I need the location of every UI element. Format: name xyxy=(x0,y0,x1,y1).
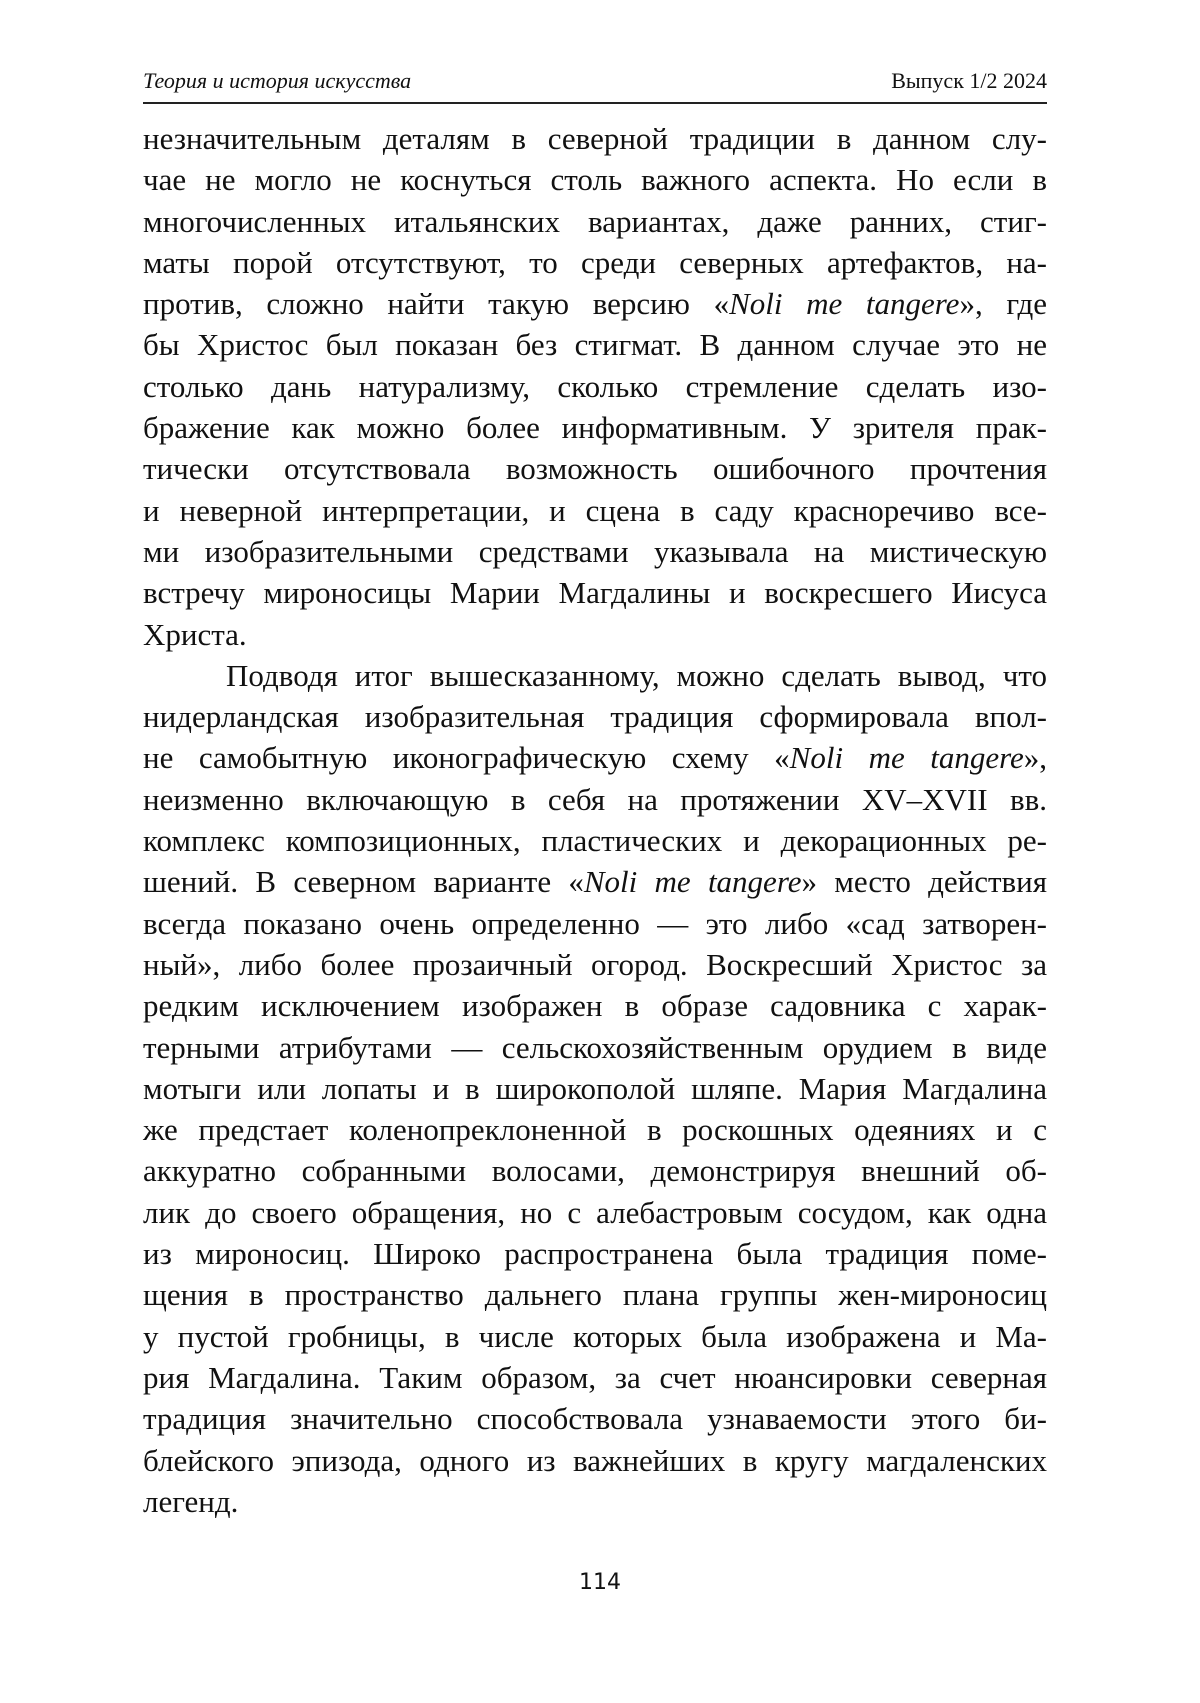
text-line xyxy=(143,1150,1047,1191)
paragraph-1 xyxy=(143,118,1047,655)
text-segment: многочисленных итальянских вариантах, даже ранних, стиг- xyxy=(143,204,1047,239)
text-segment: бы Христос был показан без стигмат. В данном случае это не xyxy=(143,327,1047,362)
text-line xyxy=(143,1316,1047,1357)
text-line xyxy=(143,1068,1047,1109)
text-line xyxy=(143,324,1047,365)
text-segment: », xyxy=(1024,740,1047,775)
text-line xyxy=(143,1192,1047,1233)
text-line xyxy=(143,1109,1047,1150)
text-line xyxy=(143,696,1047,737)
text-line xyxy=(143,366,1047,407)
text-segment: легенд. xyxy=(143,1484,238,1519)
text-line xyxy=(143,1233,1047,1274)
text-line xyxy=(143,614,1047,655)
text-segment: ный», либо более прозаичный огород. Воскресший Христос за xyxy=(143,947,1047,982)
text-segment: у пустой гробницы, в числе которых была изображена и Ма- xyxy=(143,1319,1047,1354)
text-segment: терными атрибутами — сельскохозяйственным орудием в виде xyxy=(143,1030,1047,1065)
text-line xyxy=(143,118,1047,159)
artwork-title: Noli me tangere xyxy=(790,740,1024,775)
text-segment: бражение как можно более информативным. У зрителя прак- xyxy=(143,410,1047,445)
text-segment: же предстает коленопреклоненной в роскошных одеяниях и с xyxy=(143,1112,1047,1147)
text-line xyxy=(143,242,1047,283)
text-segment: », где xyxy=(959,286,1047,321)
text-segment: » место действия xyxy=(802,864,1048,899)
text-segment: мотыги или лопаты и в широкополой шляпе. Мария Магдалина xyxy=(143,1071,1047,1106)
body-text xyxy=(143,118,1047,1522)
text-line xyxy=(143,903,1047,944)
text-line xyxy=(143,159,1047,200)
text-line xyxy=(143,1274,1047,1315)
text-segment: всегда показано очень определенно — это либо «сад затворен- xyxy=(143,906,1047,941)
journal-title: Теория и история искусства xyxy=(143,68,411,94)
text-segment: незначительным деталям в северной традиции в данном слу- xyxy=(143,121,1047,156)
text-line xyxy=(143,572,1047,613)
text-segment: лик до своего обращения, но с алебастровым сосудом, как одна xyxy=(143,1195,1047,1230)
text-line xyxy=(143,1398,1047,1439)
text-line xyxy=(143,655,1047,696)
text-segment: тически отсутствовала возможность ошибочного прочтения xyxy=(143,451,1047,486)
text-line xyxy=(143,407,1047,448)
text-line xyxy=(143,283,1047,324)
artwork-title: Noli me tangere xyxy=(584,864,802,899)
text-segment: из мироносиц. Широко распространена была традиция поме- xyxy=(143,1236,1047,1271)
text-segment: традиция значительно способствовала узнаваемости этого би- xyxy=(143,1401,1047,1436)
text-line xyxy=(143,1481,1047,1522)
text-segment: Подводя итог вышесказанному, можно сделать вывод, что xyxy=(226,658,1047,693)
issue-label: Выпуск 1/2 2024 xyxy=(891,68,1047,94)
text-segment: щения в пространство дальнего плана группы жен-мироносиц xyxy=(143,1277,1047,1312)
text-segment: ми изобразительными средствами указывала на мистическую xyxy=(143,534,1047,569)
text-segment: неизменно включающую в себя на протяжении XV–XVII вв. xyxy=(143,782,1047,817)
text-line xyxy=(143,944,1047,985)
text-segment: блейского эпизода, одного из важнейших в кругу магдаленских xyxy=(143,1443,1047,1478)
text-line xyxy=(143,985,1047,1026)
paragraph-2 xyxy=(143,655,1047,1522)
text-segment: маты порой отсутствуют, то среди северных артефактов, на- xyxy=(143,245,1047,280)
text-segment: и неверной интерпретации, и сцена в саду красноречиво все- xyxy=(143,493,1047,528)
text-segment: против, сложно найти такую версию « xyxy=(143,286,729,321)
text-segment: редким исключением изображен в образе садовника с харак- xyxy=(143,988,1047,1023)
page-number: 114 xyxy=(0,1570,1200,1596)
text-line xyxy=(143,820,1047,861)
running-header xyxy=(143,66,1047,104)
text-line xyxy=(143,1440,1047,1481)
text-line xyxy=(143,1027,1047,1068)
text-line xyxy=(143,531,1047,572)
text-segment: комплекс композиционных, пластических и декорационных ре- xyxy=(143,823,1047,858)
text-segment: Христа. xyxy=(143,617,247,652)
text-line xyxy=(143,1357,1047,1398)
text-segment: аккуратно собранными волосами, демонстрируя внешний об- xyxy=(143,1153,1047,1188)
text-segment: шений. В северном варианте « xyxy=(143,864,584,899)
text-line xyxy=(143,861,1047,902)
text-line xyxy=(143,490,1047,531)
text-line xyxy=(143,201,1047,242)
text-segment: нидерландская изобразительная традиция сформировала впол- xyxy=(143,699,1047,734)
text-line xyxy=(143,448,1047,489)
text-line xyxy=(143,779,1047,820)
text-segment: не самобытную иконографическую схему « xyxy=(143,740,790,775)
artwork-title: Noli me tangere xyxy=(729,286,959,321)
text-segment: рия Магдалина. Таким образом, за счет нюансировки северная xyxy=(143,1360,1047,1395)
text-line xyxy=(143,737,1047,778)
text-segment: встречу мироносицы Марии Магдалины и воскресшего Иисуса xyxy=(143,575,1047,610)
text-segment: чае не могло не коснуться столь важного аспекта. Но если в xyxy=(143,162,1047,197)
text-segment: столько дань натурализму, сколько стремление сделать изо- xyxy=(143,369,1047,404)
